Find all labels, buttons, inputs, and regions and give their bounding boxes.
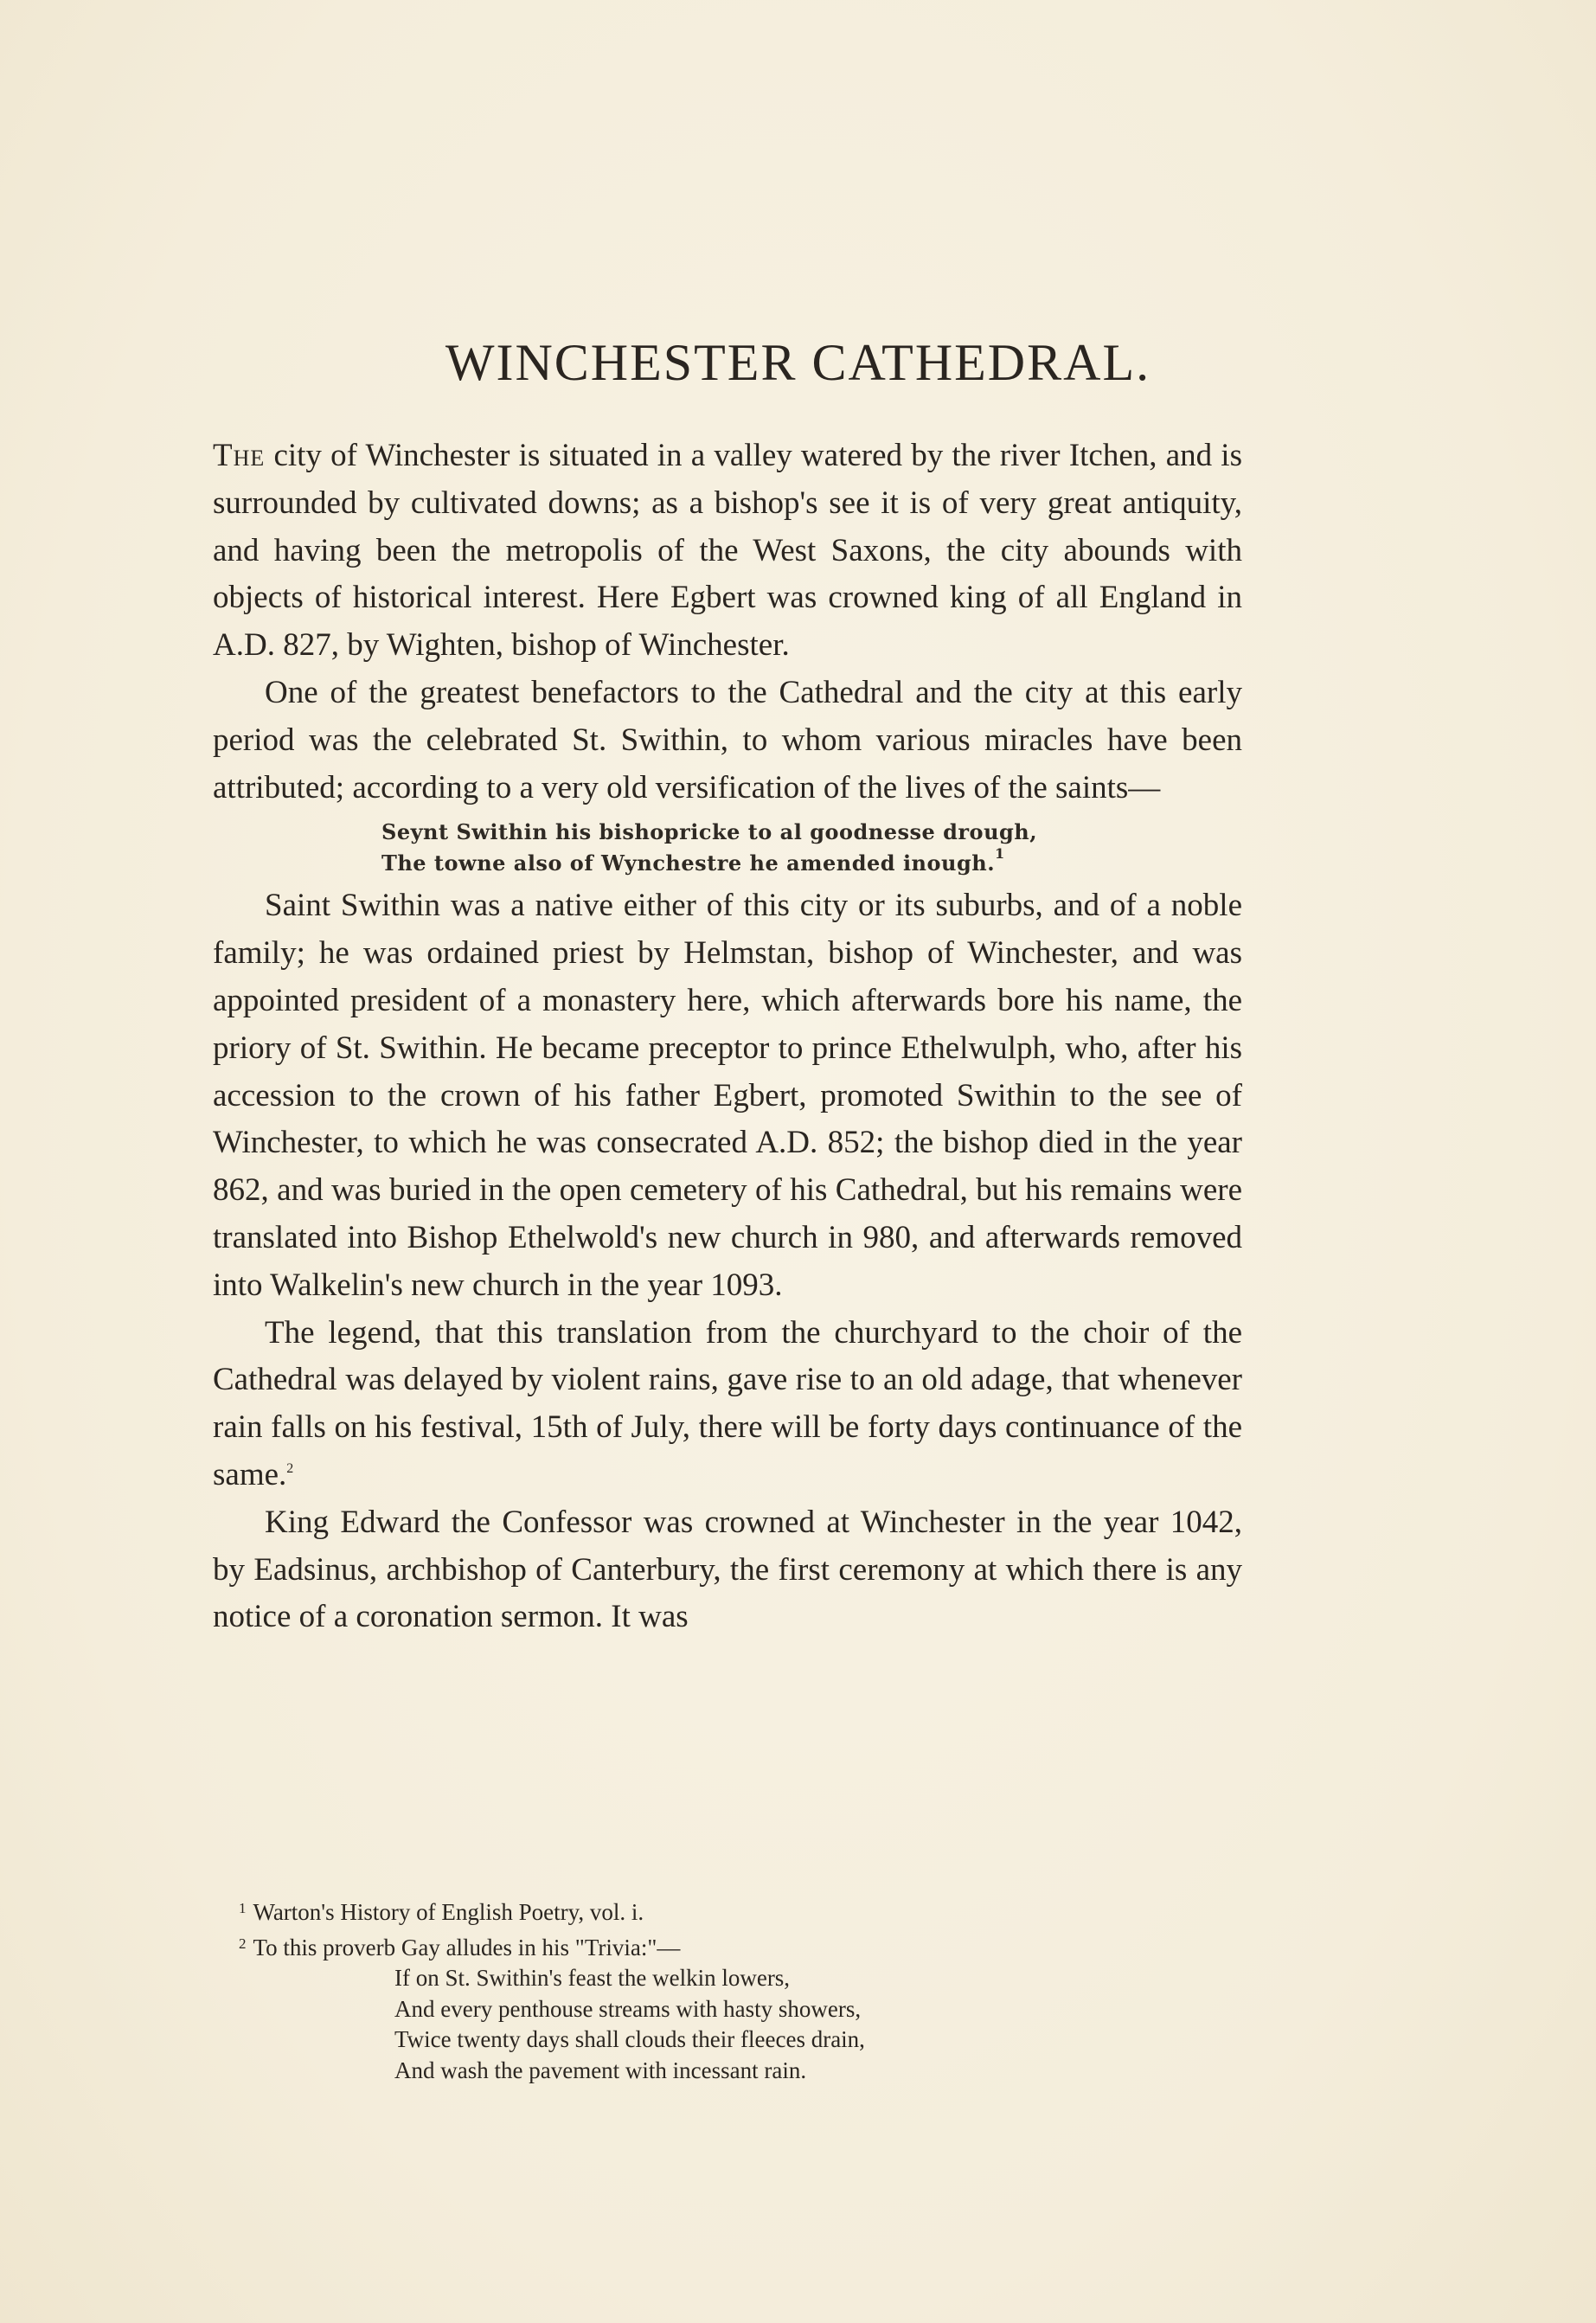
paragraph-1-text: city of Winchester is situated in a valley watered by the river Itchen, and is surrounded by cultivated downs; as a bishop's see it is of very great antiquity, and having been the metropolis of the West Saxons, the city abounds with objects of historical interest. Here Egbert was crowned king of all England in A.D. 827, by Wighten, bishop of Winchester. xyxy=(213,438,1242,664)
verse-line-1: Seynt Swithin his bishopricke to al goodnesse drough, xyxy=(381,819,1038,845)
footnote-verse-line-3: Twice twenty days shall clouds their fleeces drain, xyxy=(394,2026,865,2052)
footnote-ref-2: 2 xyxy=(286,1460,294,1476)
paragraph-1-lead: The xyxy=(213,438,266,473)
footnote-verse-line-4: And wash the pavement with incessant rain. xyxy=(394,2057,807,2083)
verse-line-2-text: The towne also of Wynchestre he amended inough. xyxy=(381,850,996,876)
body-text xyxy=(213,433,1242,1641)
paragraph-4 xyxy=(213,1310,1242,1499)
paragraph-5: King Edward the Confessor was crowned at Winchester in the year 1042, by Eadsinus, archbishop of Canterbury, the first ceremony at which there is any notice of a coronation sermon. It was xyxy=(213,1504,1242,1635)
blackletter-verse xyxy=(213,817,1242,879)
footnote-2-mark: 2 xyxy=(239,1935,247,1952)
page-title: WINCHESTER CATHEDRAL. xyxy=(445,334,1151,391)
paragraph-3: Saint Swithin was a native either of this city or its suburbs, and of a noble family; he was ordained priest by Helmstan, bishop of Winchester, and was appointed president of a monastery here, which afterwards bore his name, the priory of St. Swithin. He became preceptor to prince Ethelwulph, who, after his accession to the crown of his father Egbert, promoted Swithin to the see of Winchester, to which he was consecrated A.D. 852; the bishop died in the year 862, and was buried in the open cemetery of his Cathedral, but his remains were translated into Bishop Ethelwold's new church in 980, and afterwards removed into Walkelin's new church in the year 1093. xyxy=(213,888,1242,1303)
footnote-1-text: Warton's History of English Poetry, vol. i. xyxy=(253,1899,644,1925)
footnote-ref-1: 1 xyxy=(995,845,1005,863)
footnote-2-text: To this proverb Gay alludes in his "Trivia:"— xyxy=(253,1934,681,1960)
footnote-verse-line-1: If on St. Swithin's feast the welkin lowers, xyxy=(394,1965,791,1991)
footnotes xyxy=(239,1893,1190,2086)
verse-line-2 xyxy=(381,845,1242,879)
footnote-2 xyxy=(239,1928,1190,1964)
footnote-1-mark: 1 xyxy=(239,1900,247,1916)
paragraph-2: One of the greatest benefactors to the Cathedral and the city at this early period was the celebrated St. Swithin, to whom various miracles have been attributed; according to a very old versification of the lives of the saints— xyxy=(213,674,1242,805)
paragraph-1 xyxy=(213,433,1242,670)
footnote-1 xyxy=(239,1893,1190,1928)
footnote-verse-line-2: And every penthouse streams with hasty showers, xyxy=(394,1995,862,2022)
paragraph-4-text: The legend, that this translation from the churchyard to the choir of the Cathedral was delayed by violent rains, gave rise to an old adage, that whenever rain falls on his festival, 15th of July, there will be forty days continuance of the same. xyxy=(213,1314,1242,1492)
